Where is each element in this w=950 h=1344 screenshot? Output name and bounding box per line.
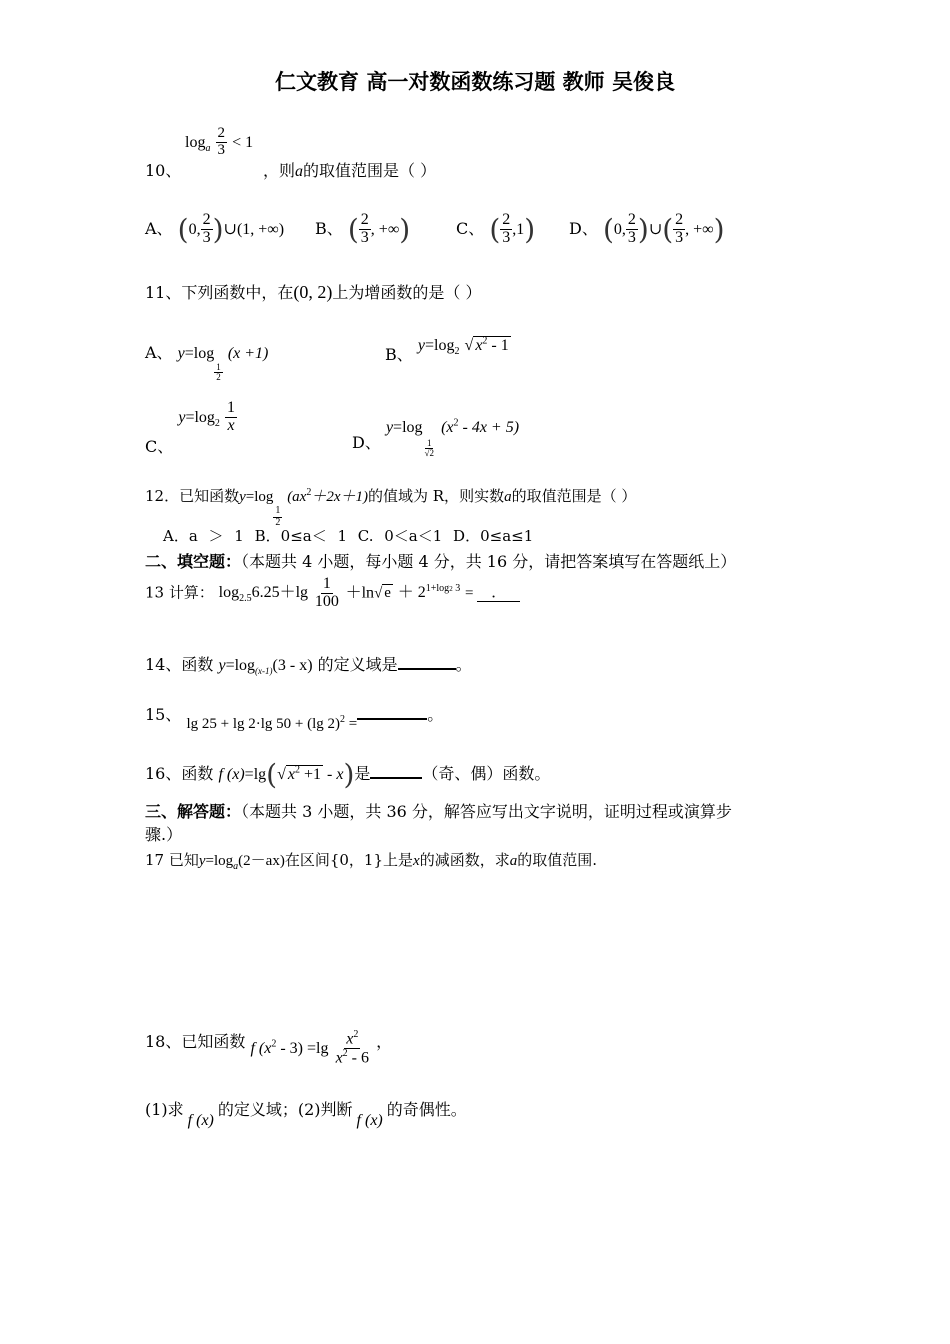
q15-answer-blank[interactable]	[357, 718, 427, 720]
question-14: 14、函数 $y=\log_{(x-1)}(3 - x)$ 的定义域是 。	[145, 655, 472, 677]
q12-options: A．a ＞ 1 B．0≤a＜ 1 C. 0＜a＜1 D．0≤a≤1	[163, 527, 534, 545]
section-3-desc-cont: 骤.）	[145, 825, 183, 844]
question-18: 18、已知函数 f $(x^2 - 3) =\lg$ $\frac{x^2}{x^2 - 6}$ ，	[145, 1029, 393, 1067]
q11-option-c[interactable]: C、 $y=\log_2$ $\frac{1}{x}$	[145, 399, 236, 456]
section-2-heading: 二、填空题：（本题共 4 小题，每小题 4 分，共 16 分，请把答案填写在答题纸上）	[145, 552, 737, 571]
q10-option-d[interactable]: D、 (0, $\frac{2}{3}$ )∪( $\frac{2}{3}$ , +∞)	[569, 211, 725, 246]
question-18-parts: (1)求f (x)的定义域；(2)判断f (x)的奇偶性。	[145, 1100, 467, 1129]
question-17: 17 已知$y=\log_a(2-ax)$在区间{0，1}上是x的减函数，求a的取值范围.	[145, 851, 597, 872]
q10-number: 10、	[145, 161, 182, 180]
question-13: 13 计算： $\log_{2.5}6.25+\lg$ $\frac{1}{100}$ ＋ln√ $e + 2^{1+log2 3}$ = ．	[145, 576, 520, 611]
q10-stem: ，则a的取值范围是（ ）	[263, 161, 437, 180]
q11-option-a[interactable]: A、 y=log $\frac{1}{2}$ (x +1)	[145, 343, 269, 383]
q11-option-d[interactable]: D、 y=log $\frac{1}{√2}$ $(x^2 - 4x + 5)$	[352, 417, 520, 459]
q11-option-b[interactable]: B、 $y=\log_2$ √ $x^2 - 1$	[385, 335, 509, 364]
q10-expression: $\log_a$ $\frac{2}{3}$ < 1	[185, 125, 254, 158]
q16-answer-blank[interactable]	[370, 777, 422, 779]
q10-option-c[interactable]: C、 ( $\frac{2}{3}$ ,1)	[456, 211, 536, 246]
q10-option-a[interactable]: A、 (0, $\frac{2}{3}$ )∪(1, +∞)	[145, 211, 285, 246]
q10-option-b[interactable]: B、 ( $\frac{2}{3}$ , +∞)	[315, 211, 411, 246]
page-title: 仁文教育 高一对数函数练习题 教师 吴俊良	[275, 69, 675, 94]
question-16: 16、函数 f (x)=lg(√ $x^2 +1 - x$)是 （奇、偶）函数。	[145, 758, 551, 791]
section-3-heading: 三、解答题：（本题共 3 小题，共 36 分，解答应写出文字说明，证明过程或演算步	[145, 802, 732, 821]
question-12: 12．已知函数y=log $\frac{1}{2}$ $(ax^2+2x+1)$的值域为 R，则实数a的取值范围是（ ）	[145, 487, 637, 528]
question-15: 15、 lg 25 + lg 2·lg 50 + (lg 2)$^2$ = 。	[145, 705, 444, 732]
question-11: 11、下列函数中，在(0, 2)上为增函数的是（ ）	[145, 282, 482, 302]
q13-answer-blank[interactable]: ．	[477, 583, 520, 602]
q14-answer-blank[interactable]	[398, 668, 456, 670]
